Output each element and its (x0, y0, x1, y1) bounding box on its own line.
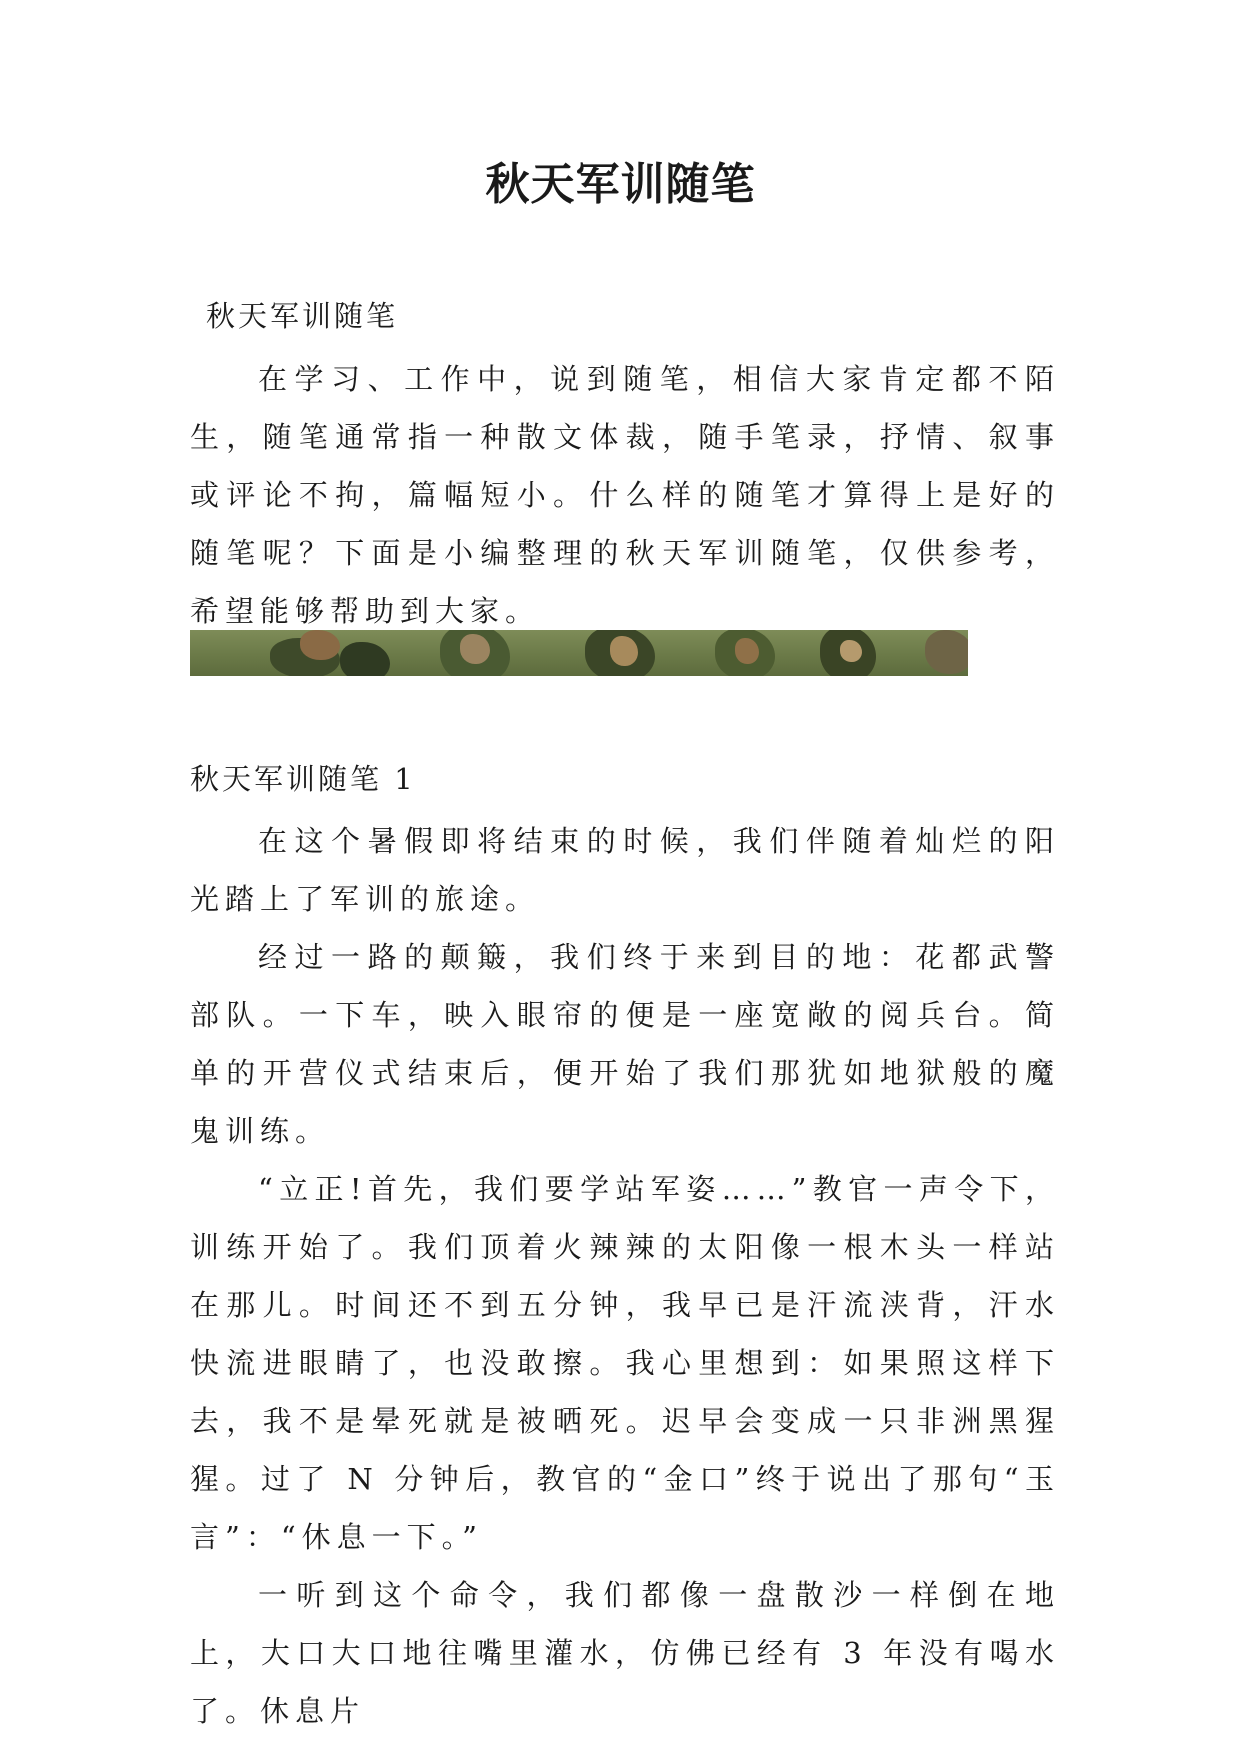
photo-figure (300, 630, 340, 660)
body-paragraph: 在这个暑假即将结束的时候，我们伴随着灿烂的阳光踏上了军训的旅途。 (190, 824, 1060, 916)
document-title: 秋天军训随笔 (485, 159, 756, 210)
military-training-photo (190, 630, 968, 676)
photo-figure (610, 636, 638, 666)
photo-figure (460, 634, 490, 664)
body-paragraph: 一听到这个命令，我们都像一盘散沙一样倒在地上，大口大口地往嘴里灌水，仿佛已经有 3 年没有喝水了。休息片 (190, 1578, 1060, 1728)
body-paragraph: “立正!首先，我们要学站军姿……”教官一声令下，训练开始了。我们顶着火辣辣的太阳像一根木头一样站在那儿。时间还不到五分钟，我早已是汗流浃背，汗水快流进眼睛了，也没敢擦。我心里想到：如果照这样下去，我不是晕死就是被晒死。迟早会变成一只非洲黑猩猩。过了 N 分钟后，教官的“金口”终于说出了那句“玉言”：“休息一下。” (190, 1172, 1060, 1554)
section-body (190, 812, 1060, 1740)
photo-figure (340, 642, 390, 676)
photo-figure (925, 630, 968, 674)
intro-paragraph: 在学习、工作中，说到随笔，相信大家肯定都不陌生，随笔通常指一种散文体裁，随手笔录，抒情、叙事或评论不拘，篇幅短小。什么样的随笔才算得上是好的随笔呢？下面是小编整理的秋天军训随笔，仅供参考，希望能够帮助到大家。 (190, 362, 1060, 628)
section-heading: 秋天军训随笔 1 (190, 762, 416, 796)
document-subtitle: 秋天军训随笔 (206, 299, 399, 333)
photo-figure (840, 640, 862, 662)
photo-figure (735, 638, 759, 664)
body-paragraph: 经过一路的颠簸，我们终于来到目的地：花都武警部队。一下车，映入眼帘的便是一座宽敞的阅兵台。简单的开营仪式结束后，便开始了我们那犹如地狱般的魔鬼训练。 (190, 940, 1060, 1148)
